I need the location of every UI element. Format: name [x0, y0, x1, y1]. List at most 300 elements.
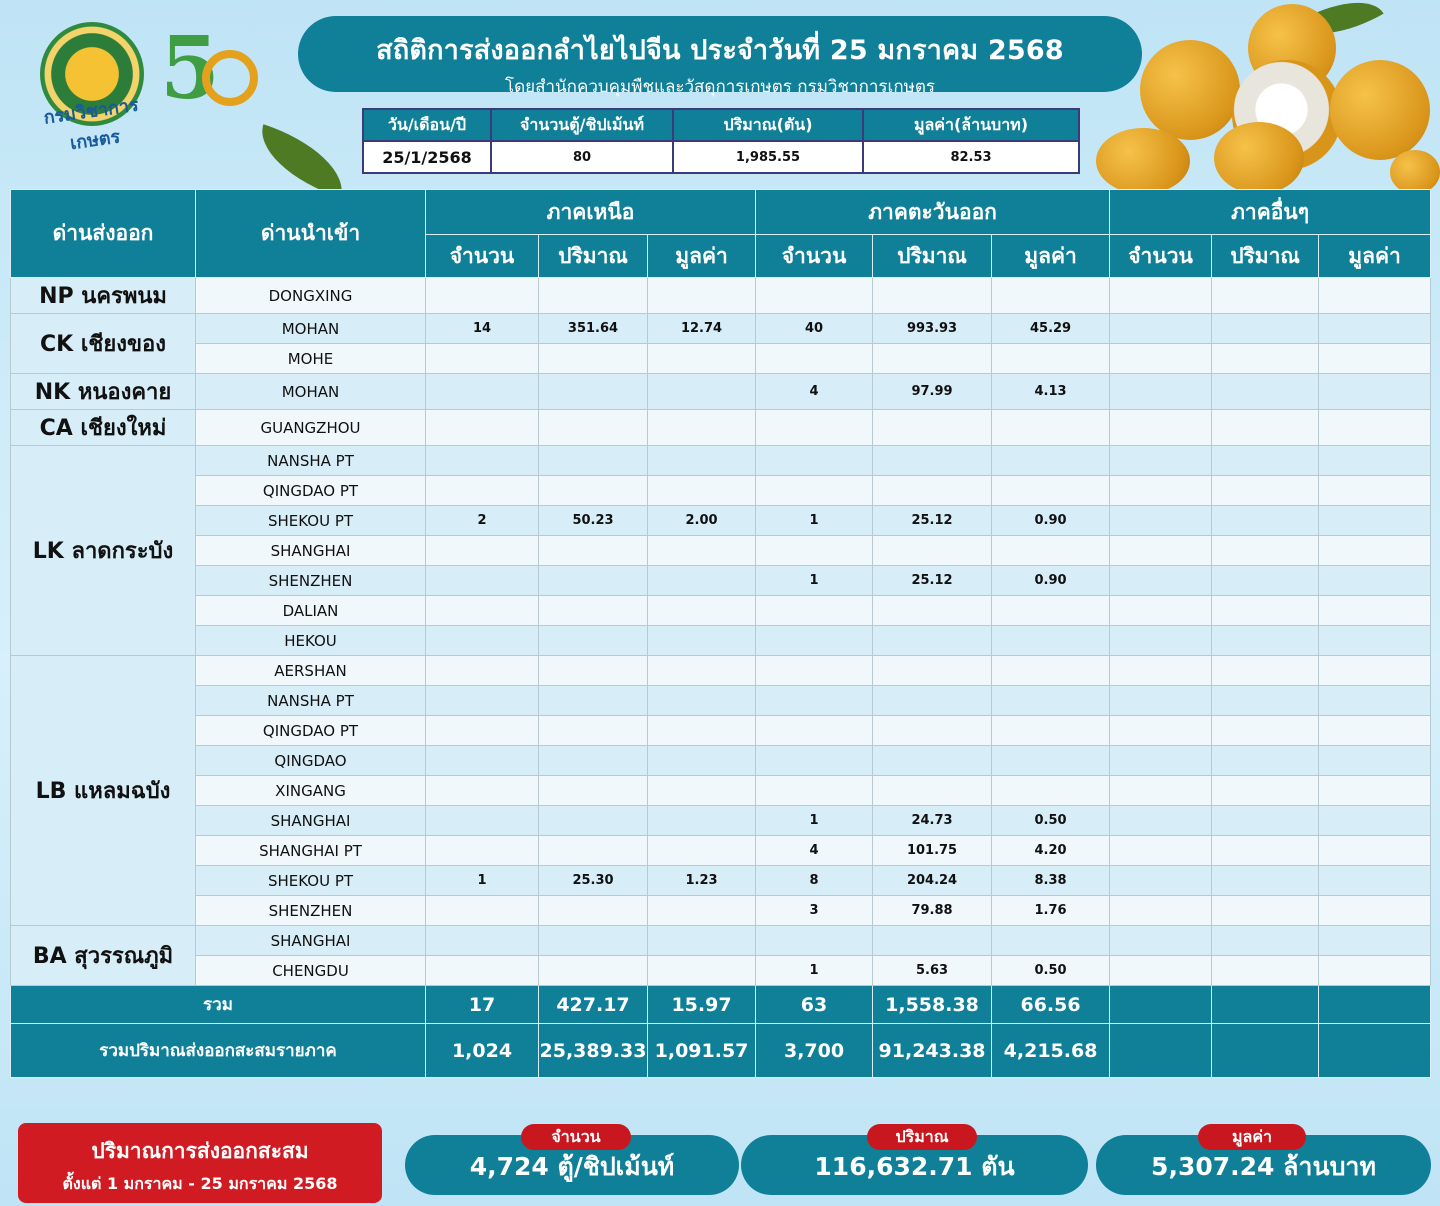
- value-cell: [1110, 344, 1212, 374]
- value-cell: [1212, 566, 1319, 596]
- value-cell: [539, 956, 648, 986]
- table-row: [11, 896, 1431, 926]
- value-cell: [539, 344, 648, 374]
- value-cell: [648, 896, 756, 926]
- value-cell: [1110, 656, 1212, 686]
- value-cell: [1319, 686, 1431, 716]
- table-row: [11, 410, 1431, 446]
- title-banner: [298, 16, 1142, 97]
- value-cell: [1319, 656, 1431, 686]
- total-cell: 63: [756, 986, 873, 1024]
- value-cell: [1212, 686, 1319, 716]
- value-cell: [756, 776, 873, 806]
- value-cell: [539, 566, 648, 596]
- value-cell: [539, 476, 648, 506]
- summary-date: 25/1/2568: [363, 141, 491, 173]
- value-cell: 5.63: [873, 956, 992, 986]
- value-cell: [648, 806, 756, 836]
- daily-summary-table: [362, 108, 1080, 174]
- value-cell: [1212, 926, 1319, 956]
- export-statistics-table: [10, 189, 1431, 1078]
- import-port-cell: CHENGDU: [196, 956, 426, 986]
- anniversary-logo-icon: 5: [160, 24, 256, 124]
- import-port-cell: MOHE: [196, 344, 426, 374]
- value-cell: [426, 836, 539, 866]
- value-cell: [1110, 776, 1212, 806]
- value-cell: 50.23: [539, 506, 648, 536]
- value-cell: 14: [426, 314, 539, 344]
- value-cell: [1110, 506, 1212, 536]
- total-cell: 427.17: [539, 986, 648, 1024]
- table-row: [11, 836, 1431, 866]
- value-cell: [873, 344, 992, 374]
- value-cell: [648, 836, 756, 866]
- value-cell: [992, 446, 1110, 476]
- value-cell: [1319, 746, 1431, 776]
- value-cell: 12.74: [648, 314, 756, 344]
- value-cell: [1110, 746, 1212, 776]
- value-cell: 4: [756, 836, 873, 866]
- header-region-other: ภาคอื่นๆ: [1110, 190, 1431, 235]
- value-cell: [873, 476, 992, 506]
- value-cell: [648, 716, 756, 746]
- value-cell: [426, 926, 539, 956]
- value-cell: [426, 410, 539, 446]
- value-cell: 351.64: [539, 314, 648, 344]
- export-port-cell: NK หนองคาย: [11, 374, 196, 410]
- import-port-cell: QINGDAO PT: [196, 476, 426, 506]
- value-cell: [756, 344, 873, 374]
- value-cell: 25.12: [873, 566, 992, 596]
- value-cell: [648, 374, 756, 410]
- value-cell: [756, 626, 873, 656]
- cumulative-value-tag: มูลค่า: [1198, 1124, 1306, 1150]
- value-cell: [648, 596, 756, 626]
- value-cell: [426, 896, 539, 926]
- table-row: [11, 626, 1431, 656]
- summary-volume: 1,985.55: [673, 141, 863, 173]
- value-cell: 97.99: [873, 374, 992, 410]
- value-cell: [426, 626, 539, 656]
- table-row: [11, 926, 1431, 956]
- export-port-cell: CK เชียงของ: [11, 314, 196, 374]
- import-port-cell: XINGANG: [196, 776, 426, 806]
- longan-fruit-decoration: [1140, 40, 1240, 140]
- import-port-cell: SHENZHEN: [196, 896, 426, 926]
- value-cell: [873, 596, 992, 626]
- table-row: [11, 806, 1431, 836]
- cumulative-cell: [1110, 1024, 1212, 1078]
- value-cell: 1.76: [992, 896, 1110, 926]
- value-cell: [426, 596, 539, 626]
- value-cell: [648, 410, 756, 446]
- summary-header-volume: ปริมาณ(ตัน): [673, 109, 863, 141]
- value-cell: [539, 806, 648, 836]
- value-cell: [648, 626, 756, 656]
- value-cell: [648, 344, 756, 374]
- value-cell: [992, 686, 1110, 716]
- value-cell: [1212, 806, 1319, 836]
- value-cell: [1110, 476, 1212, 506]
- value-cell: [1110, 956, 1212, 986]
- value-cell: [426, 686, 539, 716]
- value-cell: [539, 776, 648, 806]
- value-cell: 0.90: [992, 566, 1110, 596]
- cumulative-volume-value: 116,632.71 ตัน: [814, 1152, 1015, 1181]
- value-cell: [756, 926, 873, 956]
- value-cell: [1212, 896, 1319, 926]
- value-cell: 0.50: [992, 956, 1110, 986]
- value-cell: [648, 536, 756, 566]
- value-cell: [1110, 806, 1212, 836]
- value-cell: [992, 926, 1110, 956]
- value-cell: 1: [426, 866, 539, 896]
- value-cell: [539, 686, 648, 716]
- summary-value-row: [363, 141, 1079, 173]
- import-port-cell: HEKOU: [196, 626, 426, 656]
- value-cell: [992, 626, 1110, 656]
- import-port-cell: SHANGHAI: [196, 536, 426, 566]
- value-cell: [648, 776, 756, 806]
- cumulative-period: ตั้งแต่ 1 มกราคม - 25 มกราคม 2568: [62, 1174, 338, 1193]
- table-row: [11, 344, 1431, 374]
- table-row: [11, 656, 1431, 686]
- subheader-volume: ปริมาณ: [1212, 235, 1319, 278]
- value-cell: [1110, 686, 1212, 716]
- value-cell: [873, 746, 992, 776]
- table-row: [11, 746, 1431, 776]
- value-cell: [648, 686, 756, 716]
- value-cell: [648, 656, 756, 686]
- value-cell: [992, 410, 1110, 446]
- value-cell: [539, 410, 648, 446]
- value-cell: [1110, 896, 1212, 926]
- value-cell: [1110, 446, 1212, 476]
- value-cell: [1212, 476, 1319, 506]
- value-cell: [1212, 374, 1319, 410]
- value-cell: [1110, 836, 1212, 866]
- import-port-cell: SHANGHAI PT: [196, 836, 426, 866]
- import-port-cell: SHANGHAI: [196, 806, 426, 836]
- value-cell: [539, 596, 648, 626]
- value-cell: [992, 656, 1110, 686]
- value-cell: [992, 746, 1110, 776]
- summary-header-count: จำนวนตู้/ชิปเม้นท์: [491, 109, 673, 141]
- value-cell: [426, 656, 539, 686]
- value-cell: [1212, 656, 1319, 686]
- value-cell: 1: [756, 806, 873, 836]
- subheader-volume: ปริมาณ: [539, 235, 648, 278]
- value-cell: [1110, 866, 1212, 896]
- value-cell: [1319, 314, 1431, 344]
- value-cell: 25.12: [873, 506, 992, 536]
- value-cell: [1110, 926, 1212, 956]
- import-port-cell: QINGDAO: [196, 746, 426, 776]
- export-port-cell: LB แหลมฉบัง: [11, 656, 196, 926]
- value-cell: [1319, 566, 1431, 596]
- value-cell: [756, 476, 873, 506]
- value-cell: [756, 278, 873, 314]
- value-cell: 40: [756, 314, 873, 344]
- value-cell: [1110, 716, 1212, 746]
- header-export-port: ด่านส่งออก: [11, 190, 196, 278]
- export-port-cell: NP นครพนม: [11, 278, 196, 314]
- value-cell: [873, 278, 992, 314]
- value-cell: [1319, 344, 1431, 374]
- import-port-cell: MOHAN: [196, 374, 426, 410]
- value-cell: [1212, 776, 1319, 806]
- table-row: [11, 536, 1431, 566]
- export-port-cell: BA สุวรรณภูมิ: [11, 926, 196, 986]
- value-cell: [992, 776, 1110, 806]
- value-cell: [1319, 626, 1431, 656]
- value-cell: 45.29: [992, 314, 1110, 344]
- value-cell: [992, 278, 1110, 314]
- cumulative-cell: [1319, 1024, 1431, 1078]
- value-cell: [426, 746, 539, 776]
- value-cell: 1: [756, 956, 873, 986]
- value-cell: [1319, 536, 1431, 566]
- value-cell: [873, 776, 992, 806]
- cumulative-cell: 25,389.33: [539, 1024, 648, 1078]
- value-cell: [1319, 476, 1431, 506]
- total-cell: 1,558.38: [873, 986, 992, 1024]
- value-cell: [648, 278, 756, 314]
- value-cell: 1: [756, 506, 873, 536]
- value-cell: [539, 278, 648, 314]
- cumulative-title: ปริมาณการส่งออกสะสม: [91, 1139, 309, 1163]
- value-cell: [992, 536, 1110, 566]
- value-cell: [1110, 314, 1212, 344]
- import-port-cell: AERSHAN: [196, 656, 426, 686]
- department-logo-text: กรมวิชาการเกษตร: [42, 94, 140, 155]
- value-cell: 101.75: [873, 836, 992, 866]
- subheader-count: จำนวน: [1110, 235, 1212, 278]
- value-cell: [1319, 896, 1431, 926]
- table-row: [11, 686, 1431, 716]
- value-cell: [1319, 836, 1431, 866]
- value-cell: [873, 536, 992, 566]
- longan-fruit-decoration: [1330, 60, 1430, 160]
- value-cell: [873, 686, 992, 716]
- value-cell: 993.93: [873, 314, 992, 344]
- value-cell: 4.13: [992, 374, 1110, 410]
- value-cell: [1212, 536, 1319, 566]
- value-cell: [539, 656, 648, 686]
- table-row: [11, 314, 1431, 344]
- value-cell: [756, 746, 873, 776]
- table-row: [11, 596, 1431, 626]
- value-cell: [539, 836, 648, 866]
- value-cell: [756, 446, 873, 476]
- value-cell: [1212, 410, 1319, 446]
- value-cell: [1319, 506, 1431, 536]
- total-cell: 66.56: [992, 986, 1110, 1024]
- value-cell: [873, 626, 992, 656]
- value-cell: [1319, 410, 1431, 446]
- table-row: [11, 776, 1431, 806]
- value-cell: 8: [756, 866, 873, 896]
- value-cell: [992, 476, 1110, 506]
- value-cell: [1110, 278, 1212, 314]
- value-cell: [648, 566, 756, 596]
- value-cell: [1319, 776, 1431, 806]
- value-cell: [539, 536, 648, 566]
- value-cell: [1110, 536, 1212, 566]
- export-port-cell: CA เชียงใหม่: [11, 410, 196, 446]
- import-port-cell: DONGXING: [196, 278, 426, 314]
- header-region-east: ภาคตะวันออก: [756, 190, 1110, 235]
- page-subtitle: โดยสำนักควบคุมพืชและวัสดุการเกษตร กรมวิชาการเกษตร: [504, 77, 936, 97]
- value-cell: [992, 716, 1110, 746]
- table-row: [11, 476, 1431, 506]
- value-cell: [1110, 596, 1212, 626]
- value-cell: [756, 410, 873, 446]
- value-cell: [1212, 716, 1319, 746]
- value-cell: [539, 374, 648, 410]
- total-cell: [1319, 986, 1431, 1024]
- value-cell: [426, 374, 539, 410]
- cumulative-count-tag: จำนวน: [521, 1124, 631, 1150]
- table-row: [11, 278, 1431, 314]
- import-port-cell: SHEKOU PT: [196, 506, 426, 536]
- table-row: [11, 374, 1431, 410]
- value-cell: [1110, 626, 1212, 656]
- total-cell: 15.97: [648, 986, 756, 1024]
- value-cell: [873, 716, 992, 746]
- value-cell: 8.38: [992, 866, 1110, 896]
- value-cell: [539, 746, 648, 776]
- total-label: รวม: [11, 986, 426, 1024]
- value-cell: [1110, 566, 1212, 596]
- subheader-value: มูลค่า: [648, 235, 756, 278]
- value-cell: [992, 596, 1110, 626]
- value-cell: [426, 476, 539, 506]
- value-cell: [873, 446, 992, 476]
- cumulative-value-value: 5,307.24 ล้านบาท: [1151, 1152, 1376, 1181]
- import-port-cell: SHANGHAI: [196, 926, 426, 956]
- summary-value: 82.53: [863, 141, 1079, 173]
- table-row: [11, 956, 1431, 986]
- value-cell: [648, 926, 756, 956]
- value-cell: [756, 536, 873, 566]
- value-cell: [1212, 866, 1319, 896]
- value-cell: [1319, 446, 1431, 476]
- value-cell: [426, 278, 539, 314]
- value-cell: [1319, 596, 1431, 626]
- value-cell: 1: [756, 566, 873, 596]
- value-cell: [873, 926, 992, 956]
- value-cell: [1319, 806, 1431, 836]
- value-cell: [1212, 446, 1319, 476]
- value-cell: [426, 776, 539, 806]
- value-cell: [426, 344, 539, 374]
- total-cell: [1110, 986, 1212, 1024]
- value-cell: 4.20: [992, 836, 1110, 866]
- value-cell: [426, 446, 539, 476]
- subheader-count: จำนวน: [756, 235, 873, 278]
- value-cell: 1.23: [648, 866, 756, 896]
- total-cell: [1212, 986, 1319, 1024]
- value-cell: [1212, 626, 1319, 656]
- value-cell: [426, 536, 539, 566]
- summary-count: 80: [491, 141, 673, 173]
- summary-header-date: วัน/เดือน/ปี: [363, 109, 491, 141]
- cumulative-cell: 91,243.38: [873, 1024, 992, 1078]
- value-cell: [756, 716, 873, 746]
- value-cell: [1212, 314, 1319, 344]
- table-row: [11, 446, 1431, 476]
- value-cell: 79.88: [873, 896, 992, 926]
- cumulative-summary-box: [18, 1123, 382, 1203]
- value-cell: 3: [756, 896, 873, 926]
- page-title: สถิติการส่งออกลำไยไปจีน ประจำวันที่ 25 มกราคม 2568: [376, 35, 1064, 66]
- longan-fruit-decoration: [1214, 122, 1304, 194]
- cumulative-cell: 3,700: [756, 1024, 873, 1078]
- table-row: [11, 566, 1431, 596]
- value-cell: 25.30: [539, 866, 648, 896]
- cumulative-label: รวมปริมาณส่งออกสะสมรายภาค: [11, 1024, 426, 1078]
- value-cell: [1212, 278, 1319, 314]
- table-row: [11, 506, 1431, 536]
- value-cell: [756, 656, 873, 686]
- value-cell: [1319, 374, 1431, 410]
- cumulative-cell: 4,215.68: [992, 1024, 1110, 1078]
- summary-header-row: [363, 109, 1079, 141]
- value-cell: [992, 344, 1110, 374]
- import-port-cell: SHENZHEN: [196, 566, 426, 596]
- import-port-cell: QINGDAO PT: [196, 716, 426, 746]
- value-cell: [539, 626, 648, 656]
- value-cell: 2.00: [648, 506, 756, 536]
- value-cell: [648, 476, 756, 506]
- value-cell: [1319, 956, 1431, 986]
- subheader-value: มูลค่า: [1319, 235, 1431, 278]
- value-cell: [1212, 506, 1319, 536]
- longan-fruit-decoration: [1390, 150, 1440, 194]
- value-cell: [756, 686, 873, 716]
- value-cell: [1212, 956, 1319, 986]
- subheader-count: จำนวน: [426, 235, 539, 278]
- cumulative-cell: [1212, 1024, 1319, 1078]
- value-cell: [539, 926, 648, 956]
- import-port-cell: SHEKOU PT: [196, 866, 426, 896]
- value-cell: [1110, 410, 1212, 446]
- value-cell: 2: [426, 506, 539, 536]
- import-port-cell: GUANGZHOU: [196, 410, 426, 446]
- value-cell: [648, 956, 756, 986]
- import-port-cell: DALIAN: [196, 596, 426, 626]
- value-cell: [426, 716, 539, 746]
- cumulative-volume-tag: ปริมาณ: [867, 1124, 977, 1150]
- cumulative-count-value: 4,724 ตู้/ชิปเม้นท์: [469, 1152, 675, 1181]
- value-cell: [1319, 716, 1431, 746]
- header-region-north: ภาคเหนือ: [426, 190, 756, 235]
- value-cell: [648, 746, 756, 776]
- value-cell: [1212, 596, 1319, 626]
- value-cell: 0.90: [992, 506, 1110, 536]
- value-cell: 24.73: [873, 806, 992, 836]
- table-row: [11, 866, 1431, 896]
- value-cell: 204.24: [873, 866, 992, 896]
- value-cell: [539, 446, 648, 476]
- value-cell: [539, 896, 648, 926]
- value-cell: [1110, 374, 1212, 410]
- total-cell: 17: [426, 986, 539, 1024]
- value-cell: [426, 806, 539, 836]
- value-cell: [1212, 836, 1319, 866]
- summary-header-value: มูลค่า(ล้านบาท): [863, 109, 1079, 141]
